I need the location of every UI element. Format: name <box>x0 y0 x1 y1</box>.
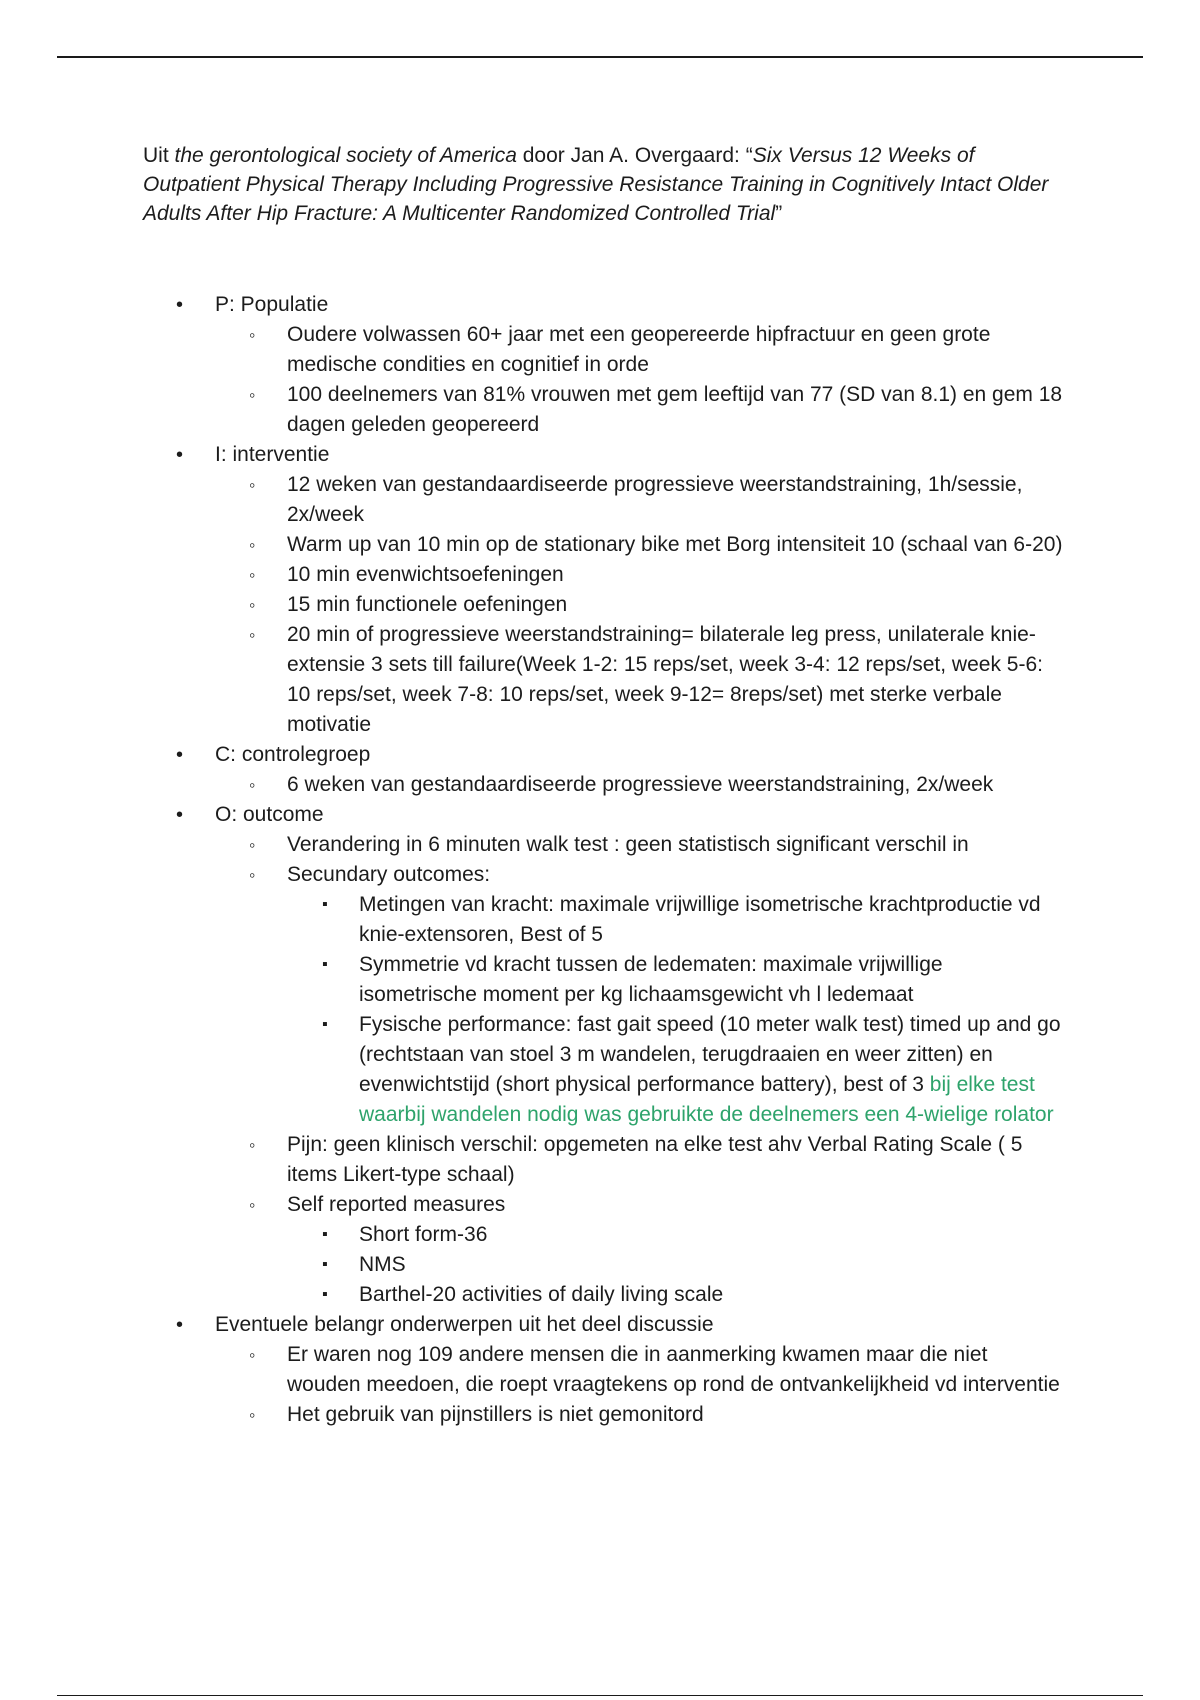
section-outcome-title: O: outcome <box>215 803 324 826</box>
section-population-title: P: Populatie <box>215 293 329 316</box>
list-item: ▪ NMS <box>287 1250 1063 1280</box>
intervention-list <box>215 470 1063 740</box>
physical-performance-text: Fysische performance: fast gait speed (10 meter walk test) timed up and go (rechtstaan van stoel 3 m wandelen, terugdraaien en weer zitten) en evenwichtstijd (short physical performance battery), best of 3 <box>359 1013 1061 1096</box>
outline-level-1 <box>143 290 1063 1430</box>
control-list <box>215 770 1063 800</box>
heading-author: door Jan A. Overgaard: “ <box>516 144 753 167</box>
top-rule <box>57 56 1143 58</box>
list-item: ◦ Pijn: geen klinisch verschil: opgemeten na elke test ahv Verbal Rating Scale ( 5 items Likert-type schaal) <box>215 1130 1063 1190</box>
list-item: ◦ Er waren nog 109 andere mensen die in aanmerking kwamen maar die niet wouden meedoen, die roept vraagtekens op rond de ontvankelijkheid vd interventie <box>215 1340 1063 1400</box>
heading-part-1: Uit <box>143 144 175 167</box>
list-item: ◦ 10 min evenwichtsoefeningen <box>215 560 1063 590</box>
heading-close-quote: ” <box>775 202 783 225</box>
list-item: ◦ 100 deelnemers van 81% vrouwen met gem leeftijd van 77 (SD van 8.1) en gem 18 dagen geleden geopereerd <box>215 380 1063 440</box>
section-control <box>143 740 1063 800</box>
self-reported-label: Self reported measures <box>287 1193 506 1216</box>
self-reported-measures <box>215 1190 1063 1310</box>
section-outcome <box>143 800 1063 1310</box>
list-item: ▪ Metingen van kracht: maximale vrijwillige isometrische krachtproductie vd knie-extensoren, Best of 5 <box>287 890 1063 950</box>
section-intervention <box>143 440 1063 740</box>
list-item: ◦ 20 min of progressieve weerstandstraining= bilaterale leg press, unilaterale knie-extensie 3 sets till failure(Week 1-2: 15 reps/set, week 3-4: 12 reps/set, week 5-6: 10 reps/set, week 7-8: 10 reps/set, week 9-12= 8reps/set) met sterke verbale motivatie <box>215 620 1063 740</box>
section-intervention-title: I: interventie <box>215 443 330 466</box>
section-discussion <box>143 1310 1063 1430</box>
list-item: ◦ Oudere volwassen 60+ jaar met een geopereerde hipfractuur en geen grote medische condities en cognitief in orde <box>215 320 1063 380</box>
section-population <box>143 290 1063 440</box>
physical-performance-item <box>287 1010 1063 1130</box>
rollator-note: bij elke test waarbij wandelen nodig was gebruikte de deelnemers een 4-wielige rolator <box>359 1073 1054 1126</box>
population-list <box>215 320 1063 440</box>
bottom-rule <box>57 1695 1143 1696</box>
section-control-title: C: controlegroep <box>215 743 371 766</box>
list-item: ◦ Het gebruik van pijnstillers is niet gemonitord <box>215 1400 1063 1430</box>
discussion-list <box>215 1340 1063 1430</box>
outcome-list <box>215 830 1063 1310</box>
self-reported-list <box>287 1220 1063 1310</box>
secondary-outcomes-list <box>287 890 1063 1130</box>
heading-society: the gerontological society of America <box>174 144 517 167</box>
list-item: ◦ 15 min functionele oefeningen <box>215 590 1063 620</box>
list-item: ◦ Verandering in 6 minuten walk test : geen statistisch significant verschil in <box>215 830 1063 860</box>
section-discussion-title: Eventuele belangr onderwerpen uit het deel discussie <box>215 1313 714 1336</box>
list-item: ◦ 6 weken van gestandaardiseerde progressieve weerstandstraining, 2x/week <box>215 770 1063 800</box>
list-item: ▪ Symmetrie vd kracht tussen de ledematen: maximale vrijwillige isometrische moment per kg lichaamsgewicht vh l ledemaat <box>287 950 1063 1010</box>
secondary-outcomes-label: Secundary outcomes: <box>287 863 491 886</box>
list-item: ◦ Warm up van 10 min op de stationary bike met Borg intensiteit 10 (schaal van 6-20) <box>215 530 1063 560</box>
list-item: ◦ 12 weken van gestandaardiseerde progressieve weerstandstraining, 1h/sessie, 2x/week <box>215 470 1063 530</box>
pico-outline <box>143 290 1063 1430</box>
secondary-outcomes <box>215 860 1063 1130</box>
document-heading <box>143 141 1073 228</box>
heading-article-title: Six Versus 12 Weeks of Outpatient Physical Therapy Including Progressive Resistance Training in Cognitively Intact Older Adults After Hip Fracture: A Multicenter Randomized Controlled Trial <box>143 144 1049 225</box>
list-item: ▪ Barthel-20 activities of daily living scale <box>287 1280 1063 1310</box>
list-item: ▪ Short form-36 <box>287 1220 1063 1250</box>
